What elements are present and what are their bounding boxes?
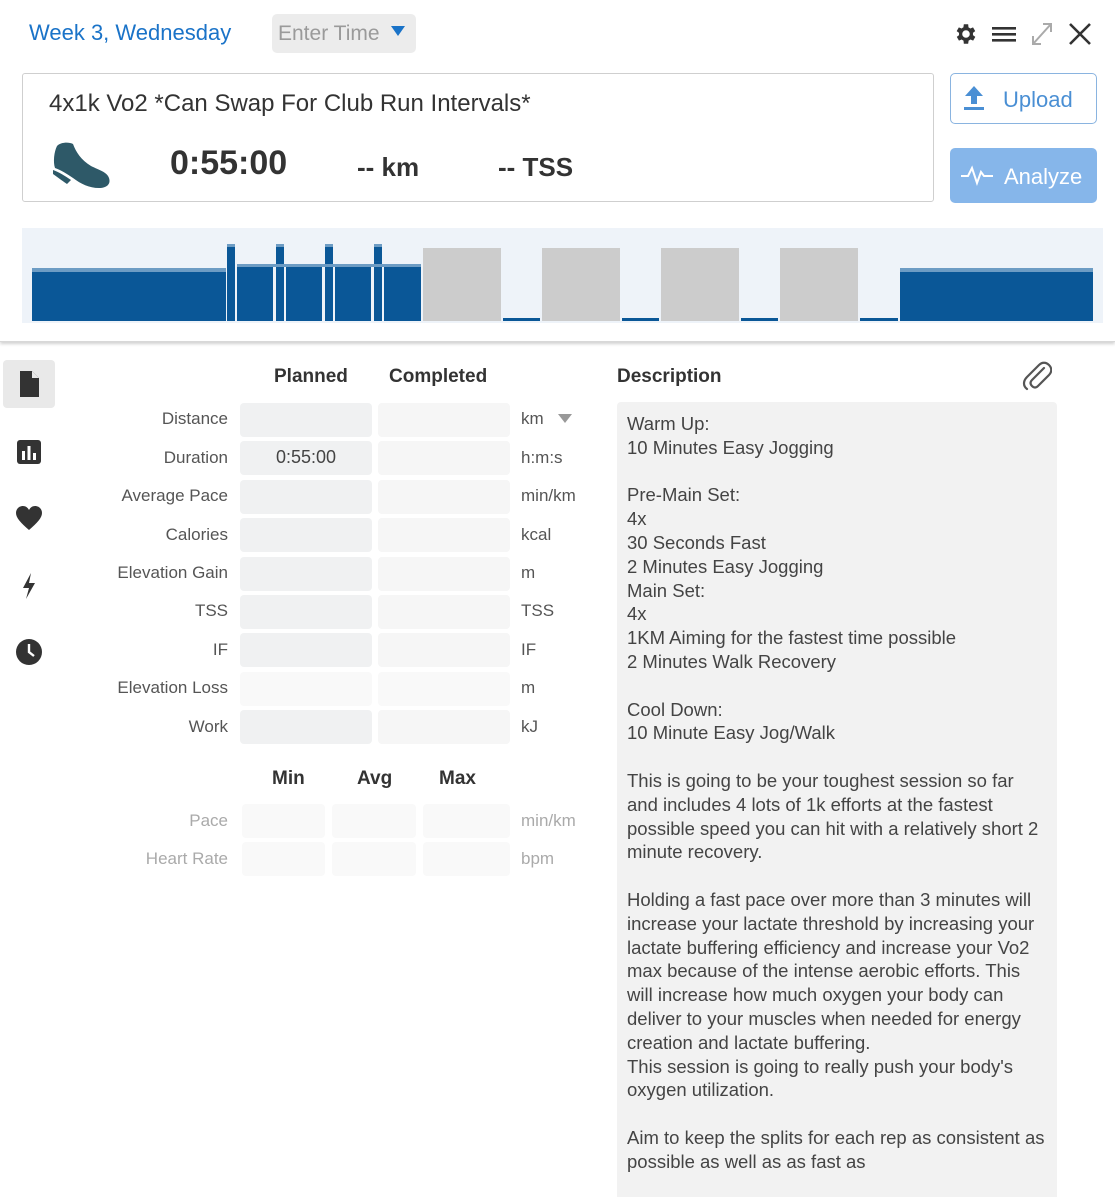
graph-block-walk-4	[860, 318, 898, 321]
time-dropdown-placeholder: Enter Time	[278, 22, 380, 45]
workout-summary-card	[22, 73, 934, 202]
elevation-loss-unit: m	[521, 678, 536, 697]
pace-min-input[interactable]	[242, 804, 325, 838]
tss-label: TSS	[194, 601, 228, 620]
planned-pace-input[interactable]	[240, 480, 372, 514]
duration-label: Duration	[163, 448, 228, 467]
duration-unit: h:m:s	[521, 448, 563, 467]
planned-calories-input[interactable]	[240, 518, 372, 552]
pace-range-unit: min/km	[521, 811, 576, 830]
pace-max-input[interactable]	[423, 804, 510, 838]
completed-tss-input[interactable]	[378, 595, 510, 629]
graph-block-jog-1	[237, 264, 273, 321]
heart-rate-avg-input[interactable]	[332, 842, 416, 876]
heart-rate-min-input[interactable]	[242, 842, 325, 876]
sidebar-item-summary[interactable]	[3, 360, 55, 408]
min-header: Min	[272, 768, 305, 789]
paperclip-icon[interactable]	[1022, 360, 1052, 392]
analyze-button[interactable]	[950, 148, 1097, 203]
workout-title[interactable]: 4x1k Vo2 *Can Swap For Club Run Intervals*	[49, 90, 531, 117]
planned-work-input[interactable]	[240, 710, 372, 744]
chevron-down-icon[interactable]	[558, 414, 572, 423]
time-dropdown[interactable]	[272, 14, 416, 53]
planned-elevation-gain-input[interactable]	[240, 557, 372, 591]
gear-icon[interactable]	[953, 20, 979, 48]
graph-block-rep-3	[661, 248, 739, 321]
calories-unit: kcal	[521, 525, 552, 544]
work-label: Work	[188, 717, 228, 736]
graph-block-fast-3	[325, 244, 333, 321]
completed-elevation-gain-input[interactable]	[378, 557, 510, 591]
graph-block-rep-1	[423, 248, 501, 321]
upload-label: Upload	[1003, 87, 1073, 112]
graph-block-fast-2	[276, 244, 284, 321]
avg-header: Avg	[357, 768, 393, 789]
upload-icon	[963, 84, 985, 112]
caret-down-icon	[391, 26, 405, 36]
graph-block-rep-2	[542, 248, 620, 321]
graph-block-fast-1	[227, 244, 235, 321]
work-unit: kJ	[521, 717, 538, 736]
pace-avg-input[interactable]	[332, 804, 416, 838]
heart-rate-range-unit: bpm	[521, 849, 555, 868]
if-unit: IF	[521, 640, 537, 659]
menu-icon[interactable]	[991, 20, 1017, 48]
pace-range-label: Pace	[189, 811, 228, 830]
planned-if-input[interactable]	[240, 633, 372, 667]
analyze-label: Analyze	[1004, 164, 1083, 189]
graph-block-walk-2	[622, 318, 659, 321]
planned-elevation-loss-input[interactable]	[240, 672, 372, 706]
week-day-title: Week 3, Wednesday	[29, 20, 232, 45]
max-header: Max	[439, 768, 476, 789]
planned-duration: 0:55:00	[170, 144, 288, 182]
graph-block-walk-3	[741, 318, 778, 321]
planned-distance-input[interactable]	[240, 403, 372, 437]
heart-rate-max-input[interactable]	[423, 842, 510, 876]
workout-structure-graph[interactable]	[22, 228, 1103, 323]
close-icon[interactable]	[1067, 20, 1093, 48]
distance-label: Distance	[161, 409, 228, 428]
graph-block-jog-2	[286, 264, 322, 321]
workout-structure-svg	[22, 228, 1103, 323]
workout-header	[0, 0, 1115, 342]
window-controls	[953, 20, 1093, 48]
completed-elevation-loss-input[interactable]	[378, 672, 510, 706]
graph-block-jog-4	[384, 264, 421, 321]
completed-duration-input[interactable]	[378, 441, 510, 475]
graph-block-walk-1	[503, 318, 540, 321]
pace-unit: min/km	[521, 486, 576, 505]
distance-unit-select[interactable]: km	[521, 409, 544, 428]
elevation-loss-label: Elevation Loss	[117, 678, 228, 697]
elevation-gain-unit: m	[521, 563, 536, 582]
average-pace-label: Average Pace	[121, 486, 228, 505]
planned-tss-input[interactable]	[240, 595, 372, 629]
calories-label: Calories	[165, 525, 228, 544]
graph-block-warmup-line	[32, 268, 226, 272]
running-shoe-icon	[51, 140, 113, 190]
tss-unit: TSS	[521, 601, 555, 620]
planned-header: Planned	[274, 366, 348, 387]
upload-button[interactable]	[950, 73, 1097, 124]
graph-block-fast-4	[374, 244, 382, 321]
elevation-gain-label: Elevation Gain	[117, 563, 228, 582]
heart-rate-range-label: Heart Rate	[145, 849, 228, 868]
graph-block-jog-3	[335, 264, 371, 321]
completed-work-input[interactable]	[378, 710, 510, 744]
completed-distance-input[interactable]	[378, 403, 510, 437]
completed-header: Completed	[389, 366, 488, 387]
completed-pace-input[interactable]	[378, 480, 510, 514]
completed-calories-input[interactable]	[378, 518, 510, 552]
planned-tss: -- TSS	[498, 152, 574, 182]
graph-block-cooldown	[900, 268, 1093, 321]
planned-duration-input[interactable]: 0:55:00	[240, 441, 372, 475]
expand-icon[interactable]	[1029, 20, 1055, 48]
description-textarea[interactable]: Warm Up: 10 Minutes Easy Jogging Pre-Main Set: 4x 30 Seconds Fast 2 Minutes Easy Jogging Main Set: 4x 1KM Aiming for the fastest time possible 2 Minutes Walk Recovery Cool Down: 10 Minute Easy Jog/Walk This is going to be your toughest session so far and includes 4 lots of 1k efforts at the fastest possible speed you can hit with a relatively short 2 minute recovery. Holding a fast pace over more than 3 minutes will increase your lactate threshold by increasing your lactate buffering efficiency and increase your Vo2 max because of the intense aerobic efforts. This will increase how much oxygen your body can deliver to your muscles when needed for energy creation and lactate buffering. This session is going to really push your body's oxygen utilization. Aim to keep the splits for each rep as consistent as possible as well as as fast as	[617, 402, 1057, 1197]
if-label: IF	[212, 640, 228, 659]
graph-block-warmup	[32, 268, 226, 321]
document-icon	[18, 370, 40, 398]
graph-block-rep-4	[780, 248, 858, 321]
description-header: Description	[617, 366, 722, 387]
completed-if-input[interactable]	[378, 633, 510, 667]
activity-pulse-icon	[960, 164, 994, 186]
planned-distance: -- km	[357, 152, 420, 182]
